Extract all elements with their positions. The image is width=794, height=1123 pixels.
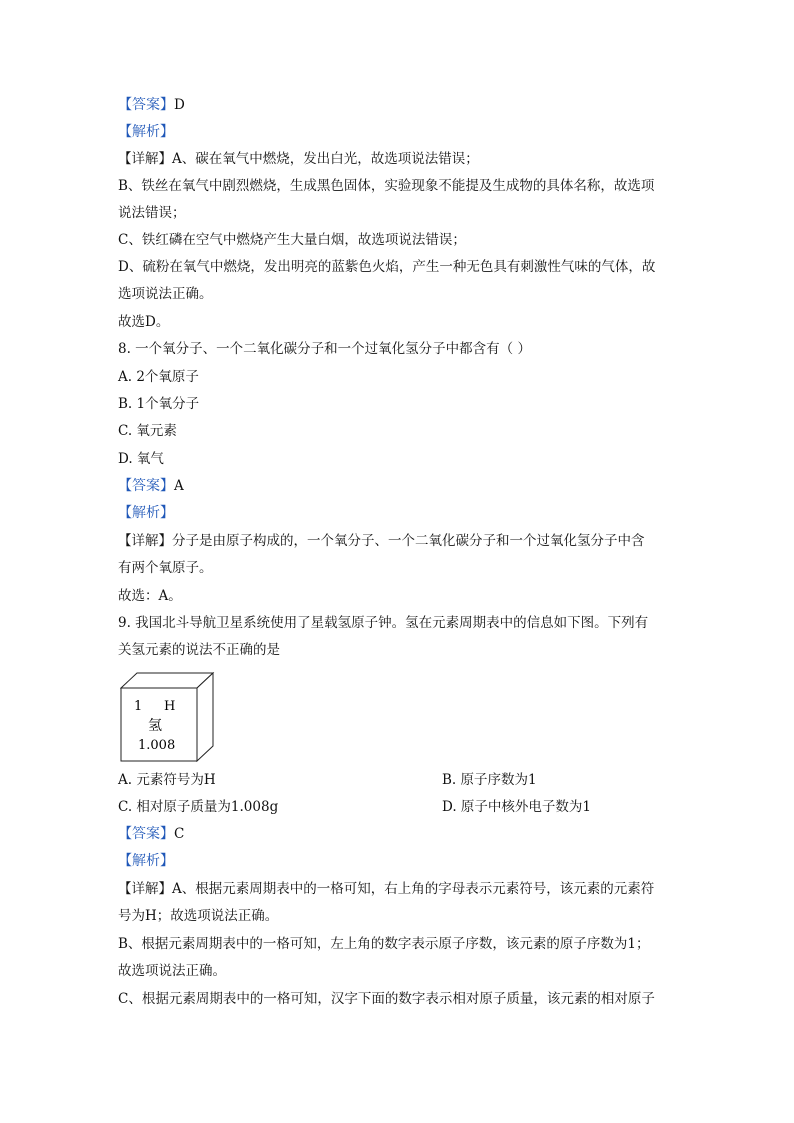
detail-tag: 【详解】 — [118, 533, 172, 549]
q7-answer-line — [118, 96, 185, 114]
q9-detail-a2: 号为H；故选项说法正确。 — [118, 908, 279, 924]
q8-option-c: C. 氧元素 — [118, 423, 177, 439]
answer-tag: 【答案】 — [118, 826, 174, 842]
q9-option-b: B. 原子序数为1 — [442, 772, 537, 788]
q9-detail-a1 — [118, 880, 654, 898]
q9-analysis-line — [118, 852, 174, 870]
q7-detail-a — [118, 150, 479, 168]
q9-option-c: C. 相对原子质量为1.008g — [118, 799, 279, 815]
q7-detail-d2: 选项说法正确。 — [118, 286, 213, 302]
q8-detail-1-text: 分子是由原子构成的，一个氧分子、一个二氧化碳分子和一个过氧化氢分子中含 — [172, 533, 645, 549]
q8-option-d: D. 氧气 — [118, 451, 164, 467]
q9-stem-1: 9. 我国北斗导航卫星系统使用了星载氢原子钟。氢在元素周期表中的信息如下图。下列有 — [118, 615, 649, 631]
q9-detail-b1: B、根据元素周期表中的一格可知，左上角的数字表示原子序数，该元素的原子序数为1； — [118, 936, 650, 952]
q8-stem: 8. 一个氧分子、一个二氧化碳分子和一个过氧化氢分子中都含有（ ） — [118, 341, 531, 357]
periodic-table-cell — [120, 672, 216, 762]
cell-element-name: 氢 — [148, 718, 162, 734]
analysis-tag: 【解析】 — [118, 853, 174, 869]
q7-conclusion: 故选D。 — [118, 314, 170, 330]
q9-option-d: D. 原子中核外电子数为1 — [442, 799, 592, 815]
q8-option-b: B. 1个氧分子 — [118, 396, 200, 412]
q7-detail-d1: D、硫粉在氧气中燃烧，发出明亮的蓝紫色火焰，产生一种无色具有刺激性气味的气体，故 — [118, 259, 656, 275]
q9-option-a: A. 元素符号为H — [118, 772, 216, 788]
q9-answer: C — [174, 826, 185, 842]
q7-detail-c: C、铁红磷在空气中燃烧产生大量白烟，故选项说法错误； — [118, 232, 466, 248]
q9-detail-a1-text: A、根据元素周期表中的一格可知，右上角的字母表示元素符号，该元素的元素符 — [172, 881, 655, 897]
detail-tag: 【详解】 — [118, 881, 172, 897]
cell-atomic-mass: 1.008 — [138, 738, 176, 753]
q9-detail-c1: C、根据元素周期表中的一格可知，汉字下面的数字表示相对原子质量，该元素的相对原子 — [118, 991, 655, 1007]
analysis-tag: 【解析】 — [118, 505, 174, 521]
q9-stem-2: 关氢元素的说法不正确的是 — [118, 642, 280, 658]
analysis-tag: 【解析】 — [118, 124, 174, 140]
q8-answer-line — [118, 477, 184, 495]
q8-analysis-line — [118, 504, 174, 522]
q8-detail-2: 有两个氧原子。 — [118, 560, 213, 576]
q7-detail-b1: B、铁丝在氧气中剧烈燃烧，生成黑色固体，实验现象不能提及生成物的具体名称，故选项 — [118, 178, 655, 194]
q9-answer-line — [118, 825, 184, 843]
cell-atomic-number: 1 — [134, 699, 143, 714]
detail-tag: 【详解】 — [118, 151, 172, 167]
q8-conclusion: 故选：A。 — [118, 588, 182, 604]
q8-answer: A — [174, 478, 184, 494]
q7-analysis-line — [118, 123, 174, 141]
q8-detail-1 — [118, 532, 645, 550]
q8-option-a: A. 2个氧原子 — [118, 369, 199, 385]
cube-drawing — [120, 672, 216, 762]
q7-detail-a-text: A、碳在氧气中燃烧，发出白光，故选项说法错误； — [172, 151, 479, 167]
answer-tag: 【答案】 — [118, 97, 174, 113]
cell-symbol: H — [164, 699, 176, 714]
answer-tag: 【答案】 — [118, 478, 174, 494]
q7-answer: D — [174, 97, 185, 113]
q9-detail-b2: 故选项说法正确。 — [118, 963, 226, 979]
q7-detail-b2: 说法错误； — [118, 205, 186, 221]
